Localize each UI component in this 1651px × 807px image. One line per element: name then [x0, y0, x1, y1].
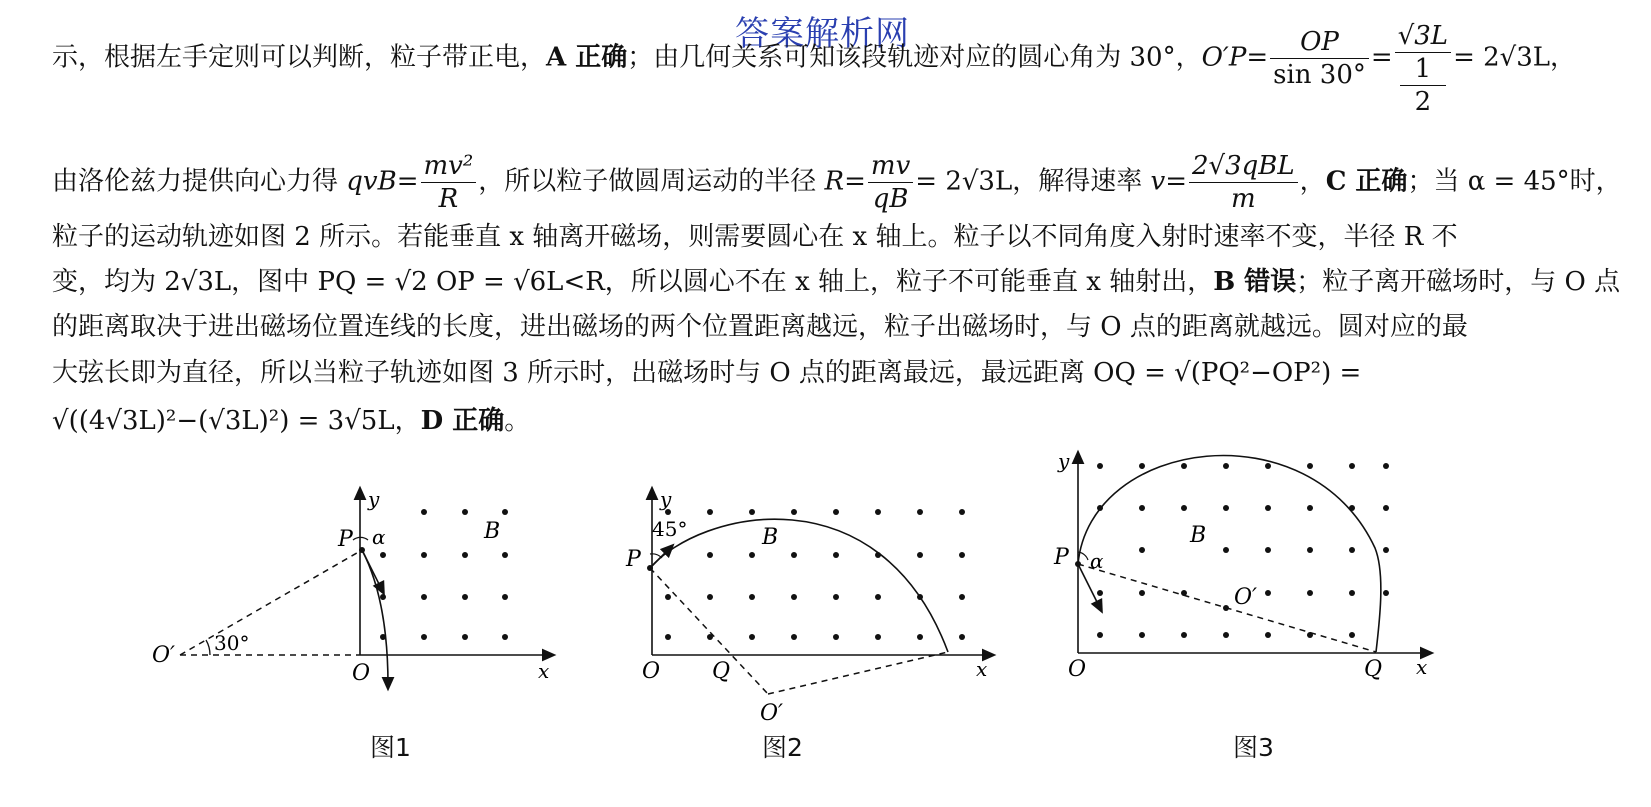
- l4-a: 变，均为 2√3L，图中 PQ = √2 OP = √6L<R，所以圆心不在 x 轴上，粒子不可能垂直 x 轴射出，: [52, 267, 1214, 297]
- label-y: y: [1058, 449, 1070, 473]
- l1-h: = 2√3L，: [1453, 42, 1577, 73]
- label-o: O: [642, 659, 661, 684]
- figure-2: [620, 480, 1000, 730]
- frac-num: mv: [868, 150, 913, 183]
- dashed-o-prime-exit: [768, 652, 948, 694]
- l2-e: R: [824, 166, 845, 197]
- label-q: Q: [712, 659, 731, 684]
- label-angle-45: 45°: [652, 517, 688, 541]
- l2-eq2: =: [844, 166, 866, 197]
- label-o: O: [1068, 657, 1087, 682]
- answer-c-correct: C 正确: [1325, 166, 1408, 197]
- l1-a: 示，根据左手定则可以判断，粒子带正电，: [52, 42, 547, 73]
- l4-c: ；粒子离开磁场时，与 O 点: [1296, 267, 1621, 297]
- fraction-op-sin30: [1270, 26, 1369, 91]
- label-o-prime: O′: [760, 701, 784, 726]
- caption-figure-3: 图3: [1233, 733, 1274, 762]
- l2-d: ，所以粒子做圆周运动的半径: [478, 166, 825, 197]
- field-dots: [665, 509, 965, 640]
- label-y: y: [368, 487, 380, 511]
- l2-l: ；当 α = 45°时，: [1407, 166, 1622, 197]
- l1-c: ；由几何关系可知该段轨迹对应的圆心角为 30°，: [627, 42, 1202, 73]
- text-line-3: 粒子的运动轨迹如图 2 所示。若能垂直 x 轴离开磁场，则需要圆心在 x 轴上。粒子以不同角度入射时速率不变，半径 R 不: [52, 222, 1458, 252]
- label-x: x: [976, 657, 988, 681]
- l2-b: qvB: [346, 166, 397, 197]
- label-angle-30: 30°: [214, 631, 250, 655]
- label-q: Q: [1364, 657, 1383, 682]
- label-alpha: α: [372, 525, 386, 549]
- l2-eq: =: [396, 166, 419, 197]
- text-line-5: 的距离取决于进出磁场位置连线的长度，进出磁场的两个位置距离越远，粒子出磁场时，与 O 点的距离就越远。圆对应的最: [52, 312, 1468, 342]
- frac-den: 2: [1414, 87, 1432, 117]
- label-b: B: [1190, 523, 1207, 548]
- frac-num: 1: [1400, 53, 1446, 86]
- answer-a-correct: A 正确: [546, 42, 628, 73]
- label-p: P: [338, 527, 353, 552]
- dashed-p-o-prime: [650, 568, 768, 694]
- label-p: P: [626, 547, 641, 572]
- frac-num: OP: [1270, 26, 1369, 59]
- figure-1: [140, 480, 560, 710]
- label-o-prime: O′: [1234, 585, 1258, 610]
- point-p: [647, 565, 653, 571]
- dashed-o-prime-p: [180, 550, 362, 655]
- fraction-mv-qb: [868, 150, 913, 215]
- frac-den: qB: [872, 184, 909, 214]
- frac-den: sin 30°: [1273, 60, 1366, 90]
- l2-g: = 2√3L，解得速率: [915, 166, 1151, 197]
- frac-den: R: [438, 184, 459, 214]
- l7-c: 。: [504, 406, 531, 436]
- text-line-4: [52, 265, 1620, 299]
- label-o-prime: O′: [152, 643, 176, 668]
- label-y: y: [660, 487, 672, 511]
- text-line-2: [52, 150, 1622, 215]
- text-line-6: 大弦长即为直径，所以当粒子轨迹如图 3 所示时，出磁场时与 O 点的距离最远，最远距离 OQ = √(PQ²−OP²) =: [52, 358, 1362, 388]
- text-line-1: [52, 21, 1577, 118]
- label-x: x: [538, 659, 550, 683]
- answer-d-correct: D 正确: [420, 406, 505, 436]
- l2-h: v: [1150, 166, 1166, 197]
- label-o: O: [352, 661, 371, 686]
- fraction-mv2-r: [421, 150, 477, 215]
- velocity-arrow: [362, 550, 382, 590]
- l1-eq: =: [1246, 42, 1269, 73]
- trajectory-arc: [1078, 456, 1381, 652]
- answer-b-wrong: B 错误: [1213, 267, 1297, 297]
- velocity-arrow: [650, 548, 670, 568]
- angle-arc-30: [206, 640, 210, 655]
- l1-eq2: =: [1370, 42, 1393, 73]
- field-dots: [1097, 463, 1389, 638]
- text-line-7: [52, 404, 530, 438]
- point-o-prime: [1223, 605, 1229, 611]
- l2-eq3: =: [1165, 166, 1187, 197]
- l2-a: 由洛伦兹力提供向心力得: [52, 166, 347, 197]
- trajectory-arc: [650, 519, 948, 652]
- caption-figure-2: 图2: [762, 733, 803, 762]
- l7-a: √((4√3L)²−(√3L)²) = 3√5L，: [52, 406, 421, 436]
- label-alpha: α: [1090, 549, 1104, 573]
- caption-figure-1: 图1: [370, 733, 411, 762]
- frac-den: m: [1231, 184, 1256, 214]
- frac-num: mv²: [421, 150, 477, 183]
- fraction-velocity: [1189, 150, 1298, 215]
- label-x: x: [1416, 655, 1428, 679]
- point-p: [1075, 561, 1081, 567]
- frac-num: √3L: [1395, 20, 1451, 53]
- fraction-sqrt3l-half: [1395, 20, 1451, 118]
- fraction-half: [1397, 53, 1449, 118]
- figure-3: [1050, 448, 1440, 698]
- frac-num: 2√3qBL: [1189, 150, 1298, 183]
- point-p: [359, 547, 365, 553]
- label-p: P: [1054, 545, 1069, 570]
- label-b: B: [762, 525, 779, 550]
- l2-j: ，: [1299, 166, 1326, 197]
- watermark-text: 答案解析网: [735, 14, 910, 54]
- l1-d: O′P: [1201, 42, 1247, 73]
- label-b: B: [484, 519, 501, 544]
